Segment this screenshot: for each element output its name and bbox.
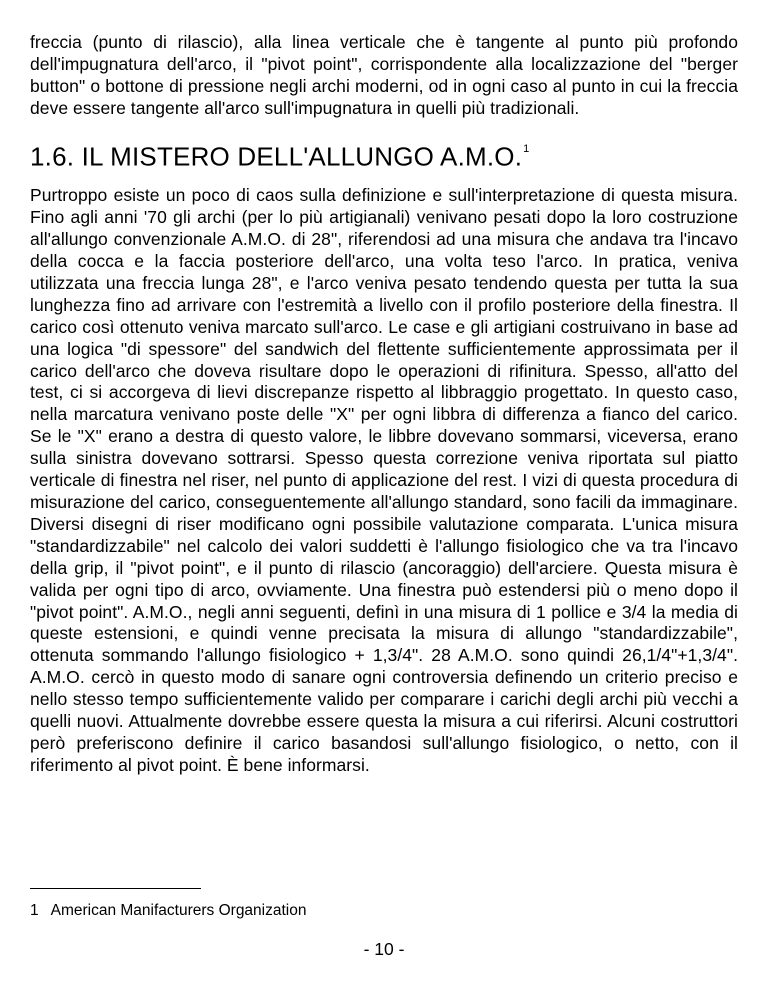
page-number: - 10 - (363, 939, 405, 959)
section-heading (30, 137, 738, 173)
section-heading-text: 1.6. IL MISTERO DELL'ALLUNGO A.M.O. (30, 141, 523, 172)
page-body (30, 32, 738, 777)
footnote-divider (30, 888, 201, 889)
footnote-reference: 1 (523, 142, 530, 155)
footnote-text: American Manifacturers Organization (50, 902, 307, 919)
intro-paragraph: freccia (punto di rilascio), alla linea verticale che è tangente al punto più profondo dell'impugnatura dell'arco, il "pivot point", corrispondente alla localizzazione del "berger button" o bottone di pressione negli archi moderni, od in ogni caso al punto in cui la freccia deve essere tangente all'arco sull'impugnatura in quelli più tradizionali. (30, 32, 738, 118)
body-paragraph: Purtroppo esiste un poco di caos sulla definizione e sull'interpretazione di questa misura. Fino agli anni '70 gli archi (per lo più artigianali) venivano pesati dopo la loro costruzione all'allungo convenzionale A.M.O. di 28", riferendosi ad una misura che andava tra l'incavo della cocca e la faccia posteriore dell'arco, una volta teso l'arco. In pratica, veniva utilizzata una freccia lunga 28", e l'arco veniva pesato tendendo questa per tutta la sua lunghezza fino ad arrivare con l'estremità a livello con il profilo posteriore della finestra. Il carico così ottenuto veniva marcato sull'arco. Le case e gli artigiani costruivano in base ad una logica "di spessore" del sandwich del flettente sufficientemente approssimata per il carico dell'arco che doveva risultare dopo le operazioni di rifinitura. Spesso, all'atto del test, ci si accorgeva di lievi discrepanze rispetto al libbraggio progettato. In questo caso, nella marcatura venivano poste delle "X" per ogni libbra di differenza a fianco del carico. Se le "X" erano a destra di questo valore, le libbre dovevano sommarsi, viceversa, erano sulla sinistra dovevano sottrarsi. Spesso questa correzione veniva riportata sul piatto verticale di finestra nel riser, nel punto di applicazione del rest. I vizi di questa procedura di misurazione del carico, conseguentemente all'allungo standard, sono facili da immaginare. Diversi disegni di riser modificano ogni possibile valutazione comparata. L'unica misura "standardizzabile" nel calcolo dei valori suddetti è l'allungo fisiologico che va tra l'incavo della grip, il "pivot point", e il punto di rilascio (ancoraggio) dell'arciere. Questa misura è valida per ogni tipo di arco, ovviamente. Una finestra può estendersi più o meno dopo il "pivot point". A.M.O., negli anni seguenti, definì in una misura di 1 pollice e 3/4 la media di queste estensioni, e quindi venne precisata la misura di allungo "standardizzabile", ottenuta sommando l'allungo fisiologico + 1,3/4". 28 A.M.O. sono quindi 26,1/4"+1,3/4". A.M.O. cercò in questo modo di sanare ogni controversia definendo un criterio preciso e nello stesso tempo sufficientemente valido per comparare i carichi degli archi più vecchi a quelli nuovi. Attualmente dovrebbe essere questa la misura a cui riferirsi. Alcuni costruttori però preferiscono definire il carico basandosi sull'allungo fisiologico, o netto, con il riferimento al pivot point. È bene informarsi. (30, 185, 738, 775)
footnote-number: 1 (30, 902, 39, 919)
footnote (30, 901, 306, 921)
